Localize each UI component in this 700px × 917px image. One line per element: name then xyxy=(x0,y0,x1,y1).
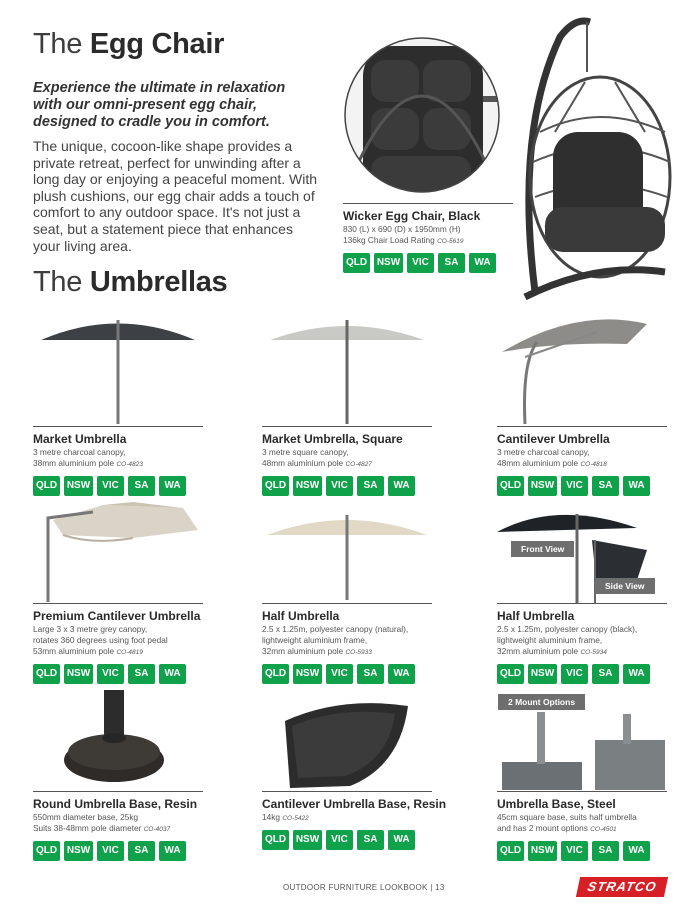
state-badge-sa: SA xyxy=(128,476,155,496)
state-badge-qld: QLD xyxy=(262,664,289,684)
product-name: Umbrella Base, Steel xyxy=(497,797,616,811)
state-badge-wa: WA xyxy=(469,253,496,273)
state-badge-sa: SA xyxy=(128,664,155,684)
product-description: 3 metre square canopy, 48mm aluminium pole CO-4827 xyxy=(262,447,372,468)
state-badge-nsw: NSW xyxy=(528,664,557,684)
state-badge-vic: VIC xyxy=(326,664,353,684)
product-round-umbrella-base xyxy=(33,791,203,861)
product-cantilever-umbrella xyxy=(497,426,667,496)
product-description: 3 metre charcoal canopy, 38mm aluminium pole CO-4823 xyxy=(33,447,143,468)
product-name: Half Umbrella xyxy=(262,609,340,623)
product-name: Half Umbrella xyxy=(497,609,575,623)
state-badge-sa: SA xyxy=(592,841,619,861)
divider xyxy=(33,603,203,604)
egg-chair-image xyxy=(515,12,675,302)
state-badge-vic: VIC xyxy=(561,664,588,684)
state-badge-wa: WA xyxy=(388,664,415,684)
product-description: Large 3 x 3 metre grey canopy, rotates 360 degrees using foot pedal 53mm aluminium pole CO-4819 xyxy=(33,624,168,656)
state-badge-nsw: NSW xyxy=(64,664,93,684)
product-name: Cantilever Umbrella Base, Resin xyxy=(262,797,447,811)
divider xyxy=(33,791,203,792)
state-badge-wa: WA xyxy=(388,476,415,496)
state-badge-qld: QLD xyxy=(497,476,524,496)
egg-chair-intro: Experience the ultimate in relaxation with our omni-present egg chair, designed to cradle you in comfort. xyxy=(33,80,286,130)
state-badges xyxy=(262,664,432,684)
state-badges xyxy=(262,830,432,850)
round-resin-base-image xyxy=(60,690,170,790)
product-description: 3 metre charcoal canopy, 48mm aluminium pole CO-4818 xyxy=(497,447,607,468)
state-badge-sa: SA xyxy=(592,664,619,684)
square-market-umbrella-image xyxy=(262,312,432,427)
state-badge-vic: VIC xyxy=(326,476,353,496)
state-badge-wa: WA xyxy=(623,476,650,496)
state-badge-vic: VIC xyxy=(97,476,124,496)
state-badges xyxy=(497,664,667,684)
state-badge-qld: QLD xyxy=(343,253,370,273)
divider xyxy=(262,426,432,427)
state-badge-wa: WA xyxy=(623,841,650,861)
product-name: Market Umbrella, Square xyxy=(262,432,403,446)
state-badge-nsw: NSW xyxy=(528,841,557,861)
egg-chair-description: The unique, cocoon-like shape provides a private retreat, perfect for unwinding after a long day or enjoying a peaceful moment. With plush cushions, our egg chair adds a touch of comfort to any outdoor space. It's not just a seat, but a statement piece that enhances your living area. xyxy=(33,138,318,254)
state-badge-vic: VIC xyxy=(97,841,124,861)
product-wicker-egg-chair xyxy=(343,203,513,273)
state-badges xyxy=(497,841,667,861)
state-badge-qld: QLD xyxy=(33,476,60,496)
state-badge-nsw: NSW xyxy=(374,253,403,273)
product-description: 830 (L) x 690 (D) x 1950mm (H) 136kg Chair Load Rating CO-5619 xyxy=(343,224,464,245)
state-badge-qld: QLD xyxy=(262,476,289,496)
state-badge-vic: VIC xyxy=(326,830,353,850)
product-name: Premium Cantilever Umbrella xyxy=(33,609,201,623)
state-badge-sa: SA xyxy=(357,830,384,850)
state-badge-nsw: NSW xyxy=(293,830,322,850)
state-badge-nsw: NSW xyxy=(293,476,322,496)
product-name: Wicker Egg Chair, Black xyxy=(343,209,481,223)
umbrellas-heading: The Umbrellas xyxy=(33,266,228,298)
egg-chair-closeup-image xyxy=(343,36,501,194)
cantilever-resin-base-image xyxy=(280,696,415,791)
divider xyxy=(497,791,667,792)
product-market-umbrella-square xyxy=(262,426,432,496)
state-badge-vic: VIC xyxy=(97,664,124,684)
state-badge-qld: QLD xyxy=(497,841,524,861)
product-half-umbrella-black xyxy=(497,603,667,684)
product-description: 550mm diameter base, 25kg Suits 38-48mm pole diameter CO-4037 xyxy=(33,812,171,833)
product-name: Round Umbrella Base, Resin xyxy=(33,797,198,811)
state-badge-sa: SA xyxy=(592,476,619,496)
state-badge-sa: SA xyxy=(357,476,384,496)
state-badge-nsw: NSW xyxy=(64,476,93,496)
state-badge-nsw: NSW xyxy=(293,664,322,684)
steel-base-image xyxy=(497,712,669,792)
state-badge-vic: VIC xyxy=(407,253,434,273)
mount-options-tag: 2 Mount Options xyxy=(498,694,585,710)
divider xyxy=(262,791,432,792)
state-badge-wa: WA xyxy=(623,664,650,684)
divider xyxy=(497,426,667,427)
premium-cantilever-umbrella-image xyxy=(33,500,203,603)
state-badge-wa: WA xyxy=(388,830,415,850)
state-badge-qld: QLD xyxy=(497,664,524,684)
market-umbrella-image xyxy=(33,312,203,427)
state-badge-qld: QLD xyxy=(262,830,289,850)
product-steel-umbrella-base xyxy=(497,791,667,861)
natural-half-umbrella-image xyxy=(262,500,432,603)
egg-chair-heading: The Egg Chair xyxy=(33,28,225,60)
product-market-umbrella xyxy=(33,426,203,496)
state-badge-qld: QLD xyxy=(33,664,60,684)
product-premium-cantilever-umbrella xyxy=(33,603,203,684)
state-badge-nsw: NSW xyxy=(528,476,557,496)
state-badge-sa: SA xyxy=(357,664,384,684)
product-description: 14kg CO-5422 xyxy=(262,812,309,822)
product-half-umbrella-natural xyxy=(262,603,432,684)
divider xyxy=(262,603,432,604)
state-badges xyxy=(343,253,513,273)
product-name: Market Umbrella xyxy=(33,432,127,446)
state-badges xyxy=(262,476,432,496)
state-badge-wa: WA xyxy=(159,476,186,496)
divider xyxy=(343,203,513,204)
product-description: 45cm square base, suits half umbrella and has 2 mount options CO-4501 xyxy=(497,812,637,833)
state-badge-wa: WA xyxy=(159,664,186,684)
product-description: 2.5 x 1.25m, polyester canopy (natural), lightweight aluminium frame, 32mm aluminium pole CO-5933 xyxy=(262,624,409,656)
state-badges xyxy=(33,476,203,496)
state-badges xyxy=(33,841,203,861)
state-badge-vic: VIC xyxy=(561,476,588,496)
state-badge-nsw: NSW xyxy=(64,841,93,861)
state-badge-sa: SA xyxy=(438,253,465,273)
side-view-tag: Side View xyxy=(595,578,655,594)
state-badge-vic: VIC xyxy=(561,841,588,861)
state-badge-wa: WA xyxy=(159,841,186,861)
product-description: 2.5 x 1.25m, polyester canopy (black), lightweight aluminium frame, 32mm aluminium pole CO-5934 xyxy=(497,624,638,656)
state-badge-sa: SA xyxy=(128,841,155,861)
page-footer: OUTDOOR FURNITURE LOOKBOOK | 13 xyxy=(283,883,445,892)
cantilever-umbrella-image xyxy=(497,312,667,427)
state-badges xyxy=(497,476,667,496)
front-view-tag: Front View xyxy=(511,541,574,557)
divider xyxy=(33,426,203,427)
divider xyxy=(497,603,667,604)
state-badges xyxy=(33,664,203,684)
product-cantilever-umbrella-base xyxy=(262,791,447,850)
stratco-logo: STRATCO xyxy=(576,877,668,897)
product-name: Cantilever Umbrella xyxy=(497,432,610,446)
state-badge-qld: QLD xyxy=(33,841,60,861)
